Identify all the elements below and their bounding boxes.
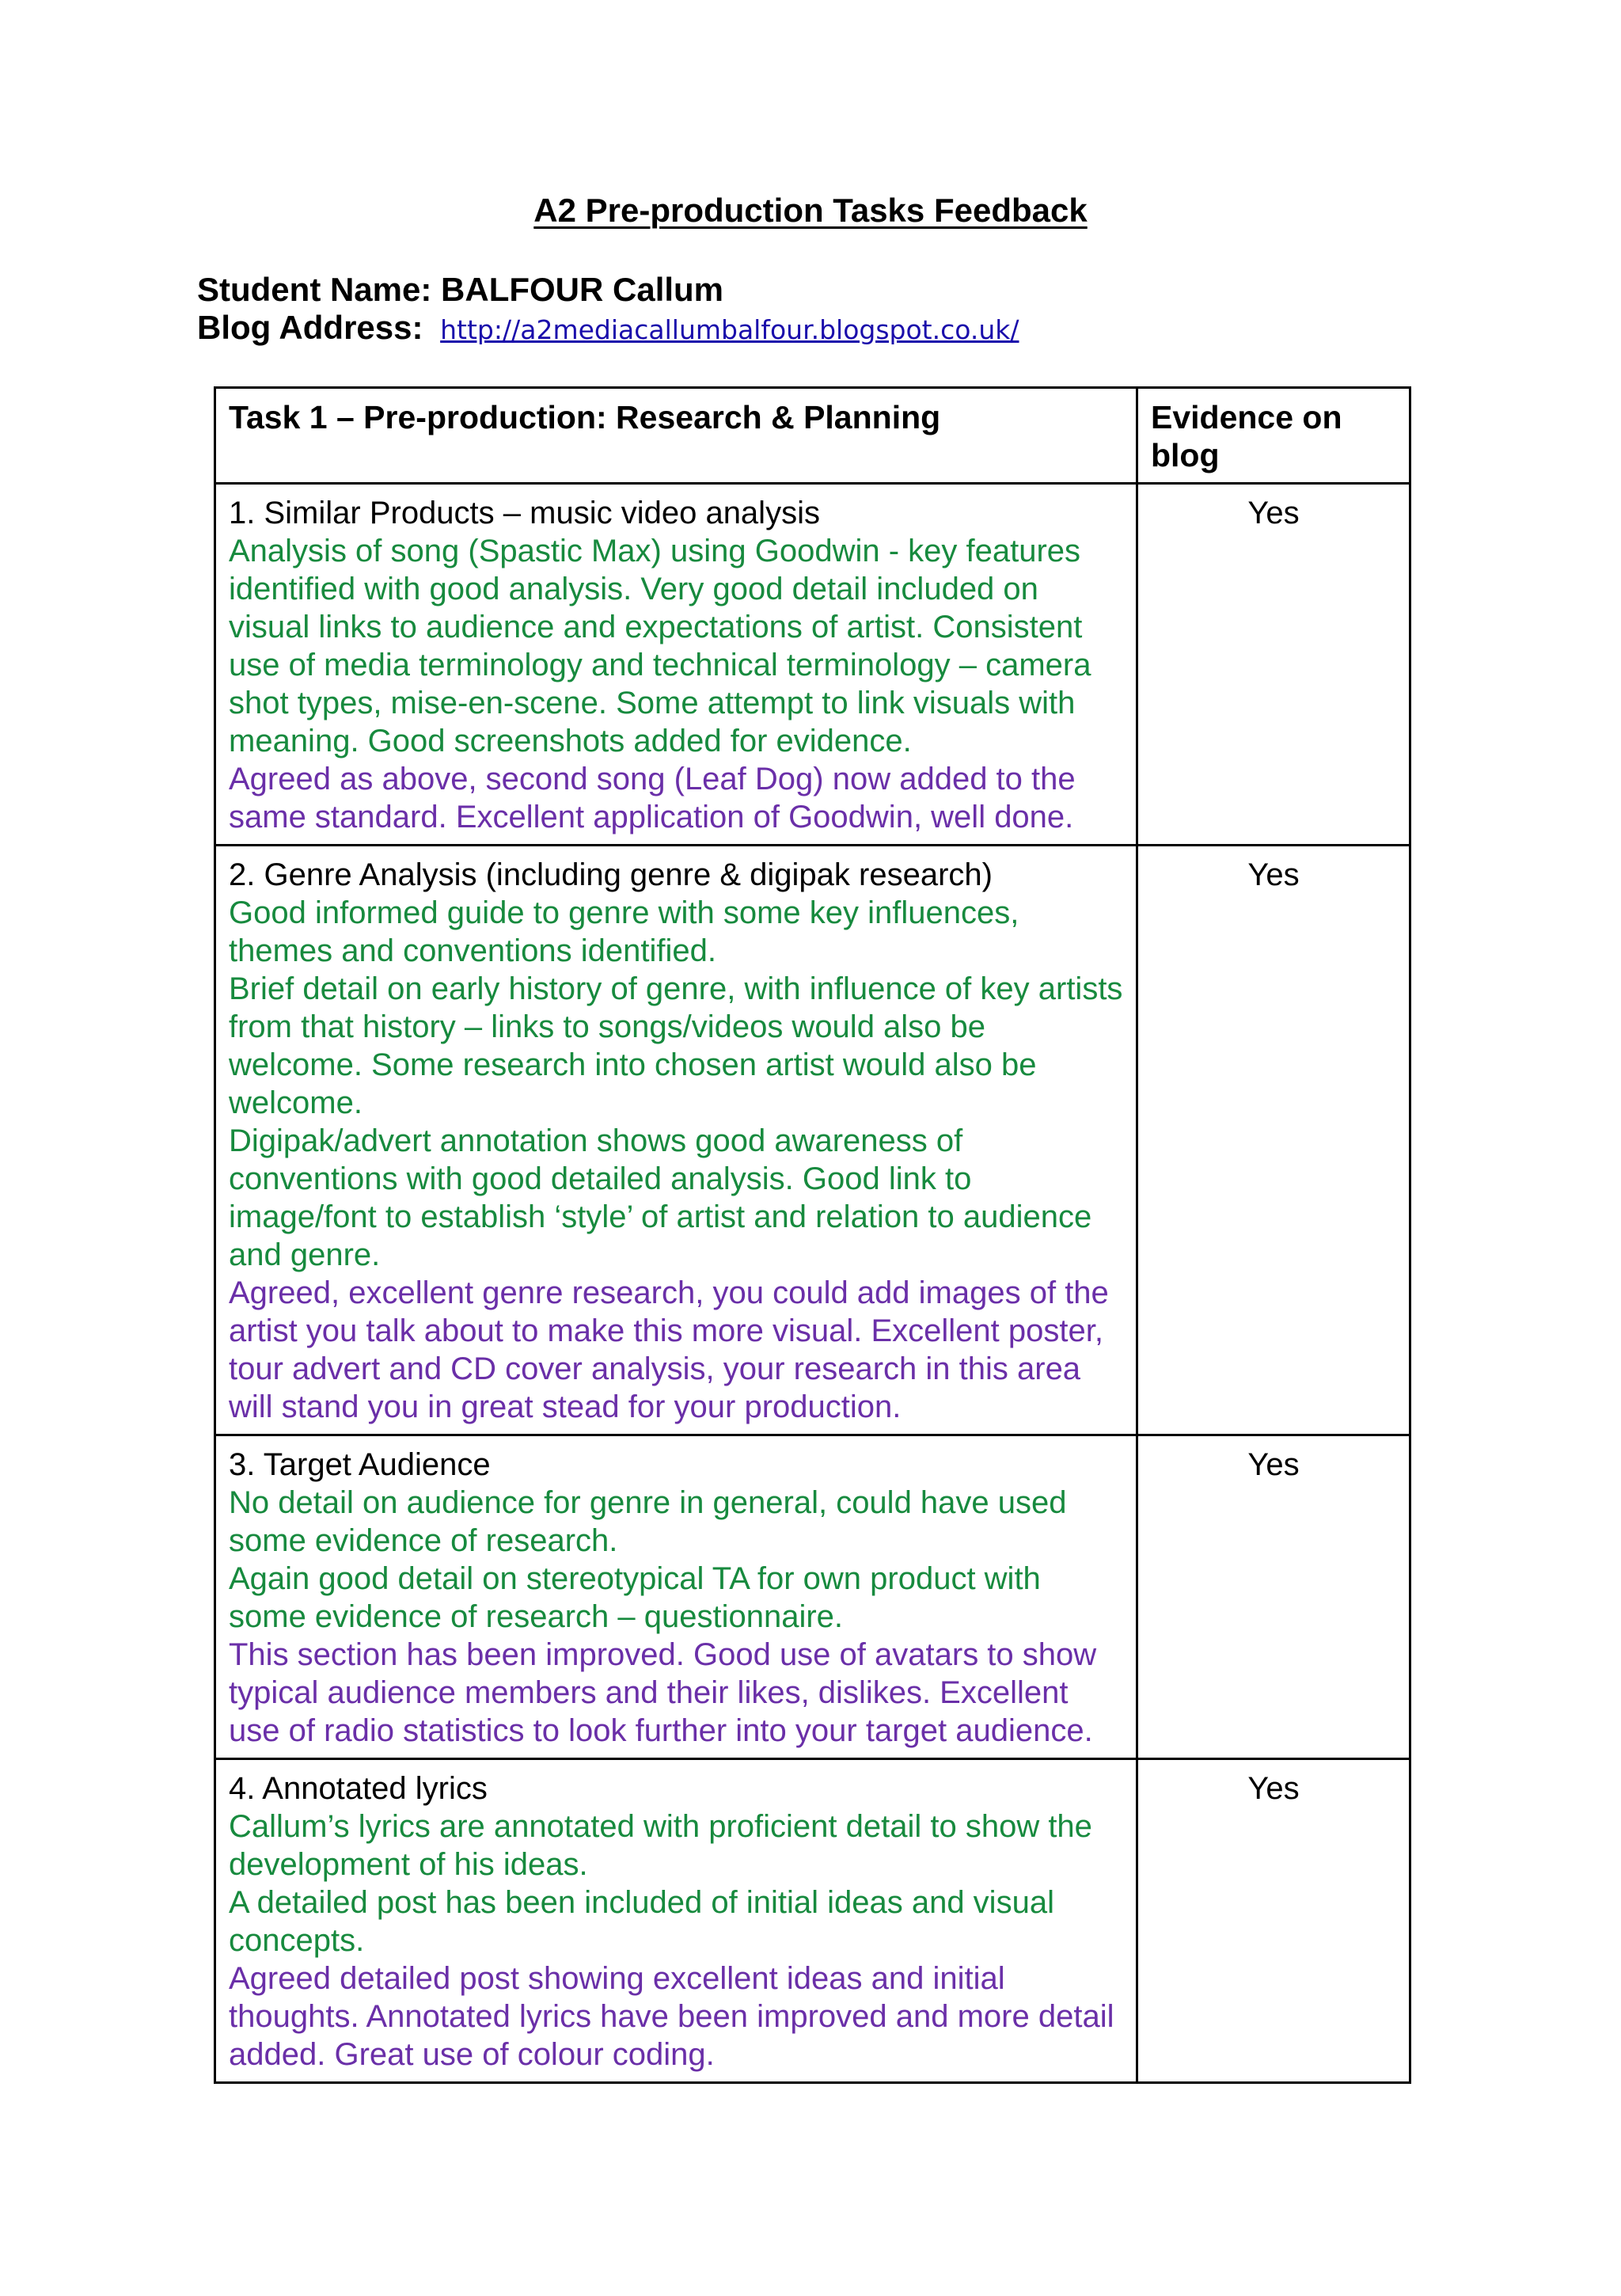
evidence-cell: Yes	[1137, 846, 1410, 1435]
feedback-green: Brief detail on early history of genre, with influence of key artists from that history – links to songs/videos would also be welcome. Some research into chosen artist would also be welcome.	[229, 971, 1123, 1120]
task-cell	[215, 484, 1137, 846]
feedback-green: Digipak/advert annotation shows good awareness of conventions with good detailed analysis. Good link to image/font to establish ‘style’ of artist and relation to audience and genre.	[229, 1123, 1092, 1272]
evidence-cell: Yes	[1137, 1435, 1410, 1759]
header-evidence: Evidence on blog	[1137, 388, 1410, 484]
feedback-purple: Agreed detailed post showing excellent ideas and initial thoughts. Annotated lyrics have been improved and more detail added. Great use of colour coding.	[229, 1961, 1114, 2072]
task-cell	[215, 1759, 1137, 2083]
task-heading: 4. Annotated lyrics	[229, 1771, 488, 1806]
student-name: Student Name: BALFOUR Callum	[197, 271, 724, 308]
table-row-annotated-lyrics	[215, 1759, 1410, 2083]
task-heading: 2. Genre Analysis (including genre & digipak research)	[229, 857, 993, 892]
blog-address-label: Blog Address:	[197, 309, 423, 346]
table-row-similar-products	[215, 484, 1410, 846]
feedback-purple: Agreed as above, second song (Leaf Dog) now added to the same standard. Excellent application of Goodwin, well done.	[229, 762, 1076, 834]
feedback-green: Analysis of song (Spastic Max) using Goodwin - key features identified with good analysis. Very good detail included on visual links to audience and expectations of artist. Consistent use of media terminology and technical terminology – camera shot types, mise-en-scene. Some attempt to link visuals with meaning. Good screenshots added for evidence.	[229, 534, 1091, 758]
feedback-table	[214, 386, 1411, 2084]
page-title: A2 Pre-production Tasks Feedback	[533, 192, 1088, 229]
task-cell	[215, 1435, 1137, 1759]
table-header-row	[215, 388, 1410, 484]
evidence-cell: Yes	[1137, 484, 1410, 846]
feedback-green: No detail on audience for genre in general, could have used some evidence of research.	[229, 1485, 1067, 1558]
header-task: Task 1 – Pre-production: Research & Planning	[215, 388, 1137, 484]
blog-url-link[interactable]: http://a2mediacallumbalfour.blogspot.co.uk/	[440, 314, 1019, 345]
feedback-green: A detailed post has been included of initial ideas and visual concepts.	[229, 1885, 1054, 1958]
table-row-target-audience	[215, 1435, 1410, 1759]
feedback-purple: This section has been improved. Good use of avatars to show typical audience members and their likes, dislikes. Excellent use of radio statistics to look further into your target audience.	[229, 1637, 1097, 1748]
feedback-green: Good informed guide to genre with some key influences, themes and conventions identified.	[229, 895, 1019, 968]
task-heading: 1. Similar Products – music video analysis	[229, 496, 820, 530]
blog-address-line	[197, 309, 1019, 347]
evidence-cell: Yes	[1137, 1759, 1410, 2083]
table-row-genre-analysis	[215, 846, 1410, 1435]
feedback-green: Again good detail on stereotypical TA for own product with some evidence of research – questionnaire.	[229, 1561, 1041, 1634]
task-cell	[215, 846, 1137, 1435]
feedback-purple: Agreed, excellent genre research, you could add images of the artist you talk about to make this more visual. Excellent poster, tour advert and CD cover analysis, your research in this area will stand you in great stead for your production.	[229, 1275, 1109, 1424]
feedback-green: Callum’s lyrics are annotated with proficient detail to show the development of his ideas.	[229, 1809, 1092, 1882]
task-heading: 3. Target Audience	[229, 1447, 491, 1482]
